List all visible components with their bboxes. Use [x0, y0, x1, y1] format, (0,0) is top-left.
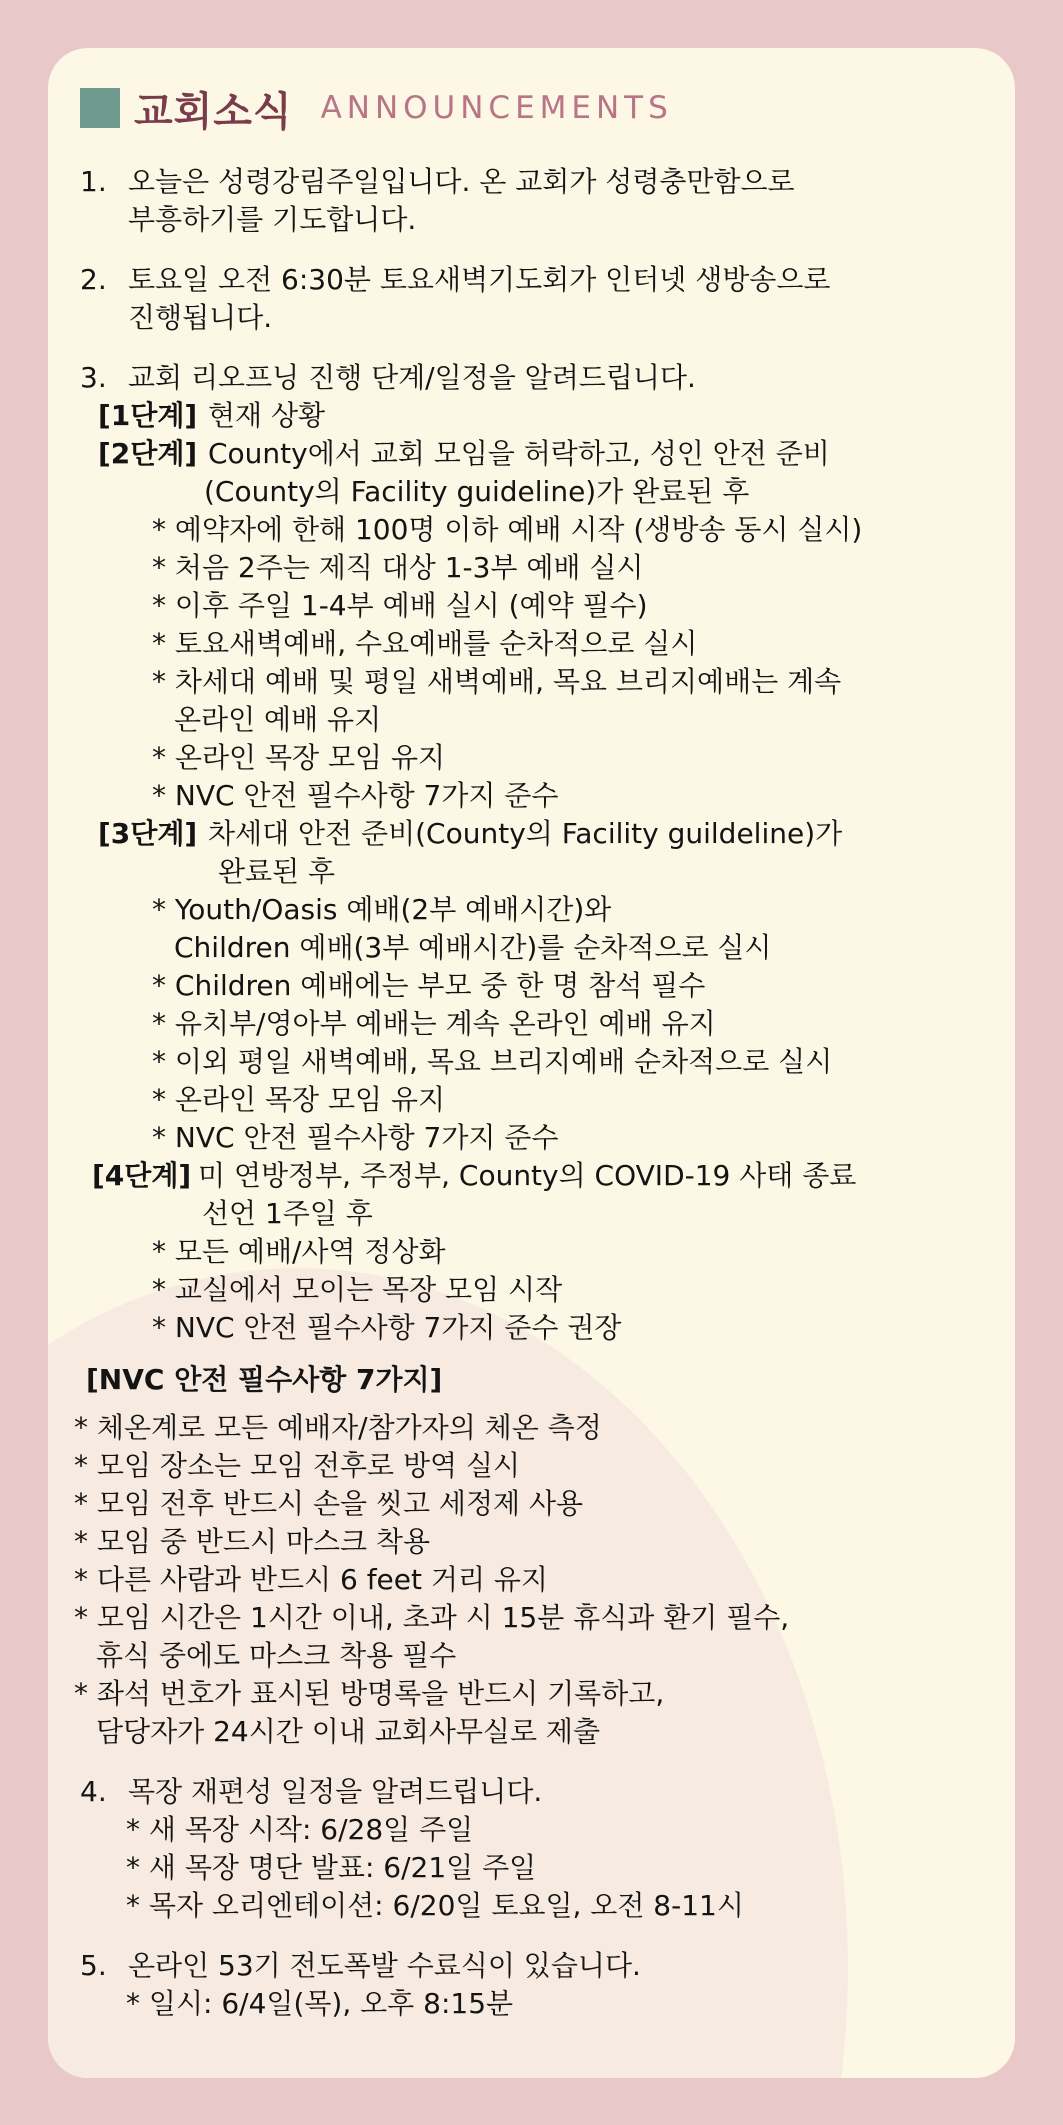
announcement-item-5 — [80, 1947, 1000, 2023]
detail-line: * NVC 안전 필수사항 7가지 준수 — [152, 779, 559, 812]
nvc-line: * 다른 사람과 반드시 6 feet 거리 유지 — [74, 1563, 548, 1596]
stage-line: 차세대 안전 준비(County의 Facility guildeline)가 — [208, 817, 843, 850]
item-line: 진행됩니다. — [128, 301, 273, 334]
item-number: 2. — [80, 263, 107, 296]
item-line: 토요일 오전 6:30분 토요새벽기도회가 인터넷 생방송으로 — [128, 263, 831, 296]
nvc-safety-section — [74, 1361, 1000, 1751]
stage-line: 현재 상황 — [208, 399, 326, 432]
detail-line: * 새 목장 시작: 6/28일 주일 — [126, 1813, 474, 1846]
detail-line: 온라인 예배 유지 — [174, 703, 382, 736]
stage-3-details — [152, 891, 1000, 1157]
announcement-item-4 — [80, 1773, 1000, 1925]
square-bullet-icon — [80, 88, 120, 128]
stage-line: 완료된 후 — [218, 855, 336, 888]
announcement-item-3 — [80, 359, 1000, 1347]
detail-line: * NVC 안전 필수사항 7가지 준수 권장 — [152, 1311, 622, 1344]
item-line: 목장 재편성 일정을 알려드립니다. — [128, 1775, 543, 1808]
nvc-line: * 모임 중 반드시 마스크 착용 — [74, 1525, 431, 1558]
item-line: 부흥하기를 기도합니다. — [128, 203, 417, 236]
stage-line: 선언 1주일 후 — [202, 1197, 373, 1230]
stage-label: [1단계] — [98, 399, 198, 432]
item-line: 온라인 53기 전도폭발 수료식이 있습니다. — [128, 1949, 641, 1982]
item-line: 오늘은 성령강림주일입니다. 온 교회가 성령충만함으로 — [128, 165, 795, 198]
nvc-line: * 모임 전후 반드시 손을 씻고 세정제 사용 — [74, 1487, 584, 1520]
title-korean: 교회소식 — [134, 88, 293, 135]
detail-line: * 이후 주일 1-4부 예배 실시 (예약 필수) — [152, 589, 648, 622]
stage-3 — [98, 815, 1000, 891]
stage-label: [2단계] — [98, 437, 198, 470]
detail-line: * 모든 예배/사역 정상화 — [152, 1235, 446, 1268]
detail-line: * 목자 오리엔테이션: 6/20일 토요일, 오전 8-11시 — [126, 1889, 744, 1922]
stage-line: County에서 교회 모임을 허락하고, 성인 안전 준비 — [208, 437, 830, 470]
detail-line: * 온라인 목장 모임 유지 — [152, 1083, 446, 1116]
detail-line: * 교실에서 모이는 목장 모임 시작 — [152, 1273, 563, 1306]
header — [80, 78, 673, 138]
nvc-line: * 모임 장소는 모임 전후로 방역 실시 — [74, 1449, 521, 1482]
stage-1 — [98, 397, 1000, 435]
detail-line: * 일시: 6/4일(목), 오후 8:15분 — [126, 1987, 514, 2020]
detail-line: * 예약자에 한해 100명 이하 예배 시작 (생방송 동시 실시) — [152, 513, 863, 546]
announcement-panel — [48, 48, 1015, 2078]
detail-line: * 처음 2주는 제직 대상 1-3부 예배 실시 — [152, 551, 644, 584]
detail-line: * Children 예배에는 부모 중 한 명 참석 필수 — [152, 969, 706, 1002]
detail-line: * 온라인 목장 모임 유지 — [152, 741, 446, 774]
item-number: 3. — [80, 361, 107, 394]
stage-4-details — [152, 1233, 1000, 1347]
nvc-line: 휴식 중에도 마스크 착용 필수 — [96, 1639, 457, 1672]
stage-line: 미 연방정부, 주정부, County의 COVID-19 사태 종료 — [198, 1159, 857, 1192]
item-number: 1. — [80, 165, 107, 198]
nvc-line: * 모임 시간은 1시간 이내, 초과 시 15분 휴식과 환기 필수, — [74, 1601, 790, 1634]
stage-4 — [92, 1157, 1000, 1233]
announcement-body — [74, 163, 1000, 2045]
detail-line: * 이외 평일 새벽예배, 목요 브리지예배 순차적으로 실시 — [152, 1045, 833, 1078]
detail-line: Children 예배(3부 예배시간)를 순차적으로 실시 — [174, 931, 772, 964]
stage-line: (County의 Facility guideline)가 완료된 후 — [204, 475, 750, 508]
stage-2 — [98, 435, 1000, 511]
detail-line: * 차세대 예배 및 평일 새벽예배, 목요 브리지예배는 계속 — [152, 665, 842, 698]
nvc-title: [NVC 안전 필수사항 7가지] — [86, 1363, 443, 1396]
item-number: 5. — [80, 1949, 107, 1982]
item-line: 교회 리오프닝 진행 단계/일정을 알려드립니다. — [128, 361, 696, 394]
nvc-line: * 체온계로 모든 예배자/참가자의 체온 측정 — [74, 1411, 602, 1444]
detail-line: * 토요새벽예배, 수요예배를 순차적으로 실시 — [152, 627, 698, 660]
stage-2-details — [152, 511, 1000, 815]
item-number: 4. — [80, 1775, 107, 1808]
detail-line: * NVC 안전 필수사항 7가지 준수 — [152, 1121, 559, 1154]
detail-line: * Youth/Oasis 예배(2부 예배시간)와 — [152, 893, 612, 926]
nvc-line: * 좌석 번호가 표시된 방명록을 반드시 기록하고, — [74, 1677, 665, 1710]
nvc-line: 담당자가 24시간 이내 교회사무실로 제출 — [96, 1715, 601, 1748]
announcement-item-2 — [80, 261, 1000, 337]
stage-label: [4단계] — [92, 1159, 192, 1192]
detail-line: * 유치부/영아부 예배는 계속 온라인 예배 유지 — [152, 1007, 716, 1040]
announcement-item-1 — [80, 163, 1000, 239]
detail-line: * 새 목장 명단 발표: 6/21일 주일 — [126, 1851, 537, 1884]
title-english: ANNOUNCEMENTS — [320, 90, 673, 126]
stage-label: [3단계] — [98, 817, 198, 850]
